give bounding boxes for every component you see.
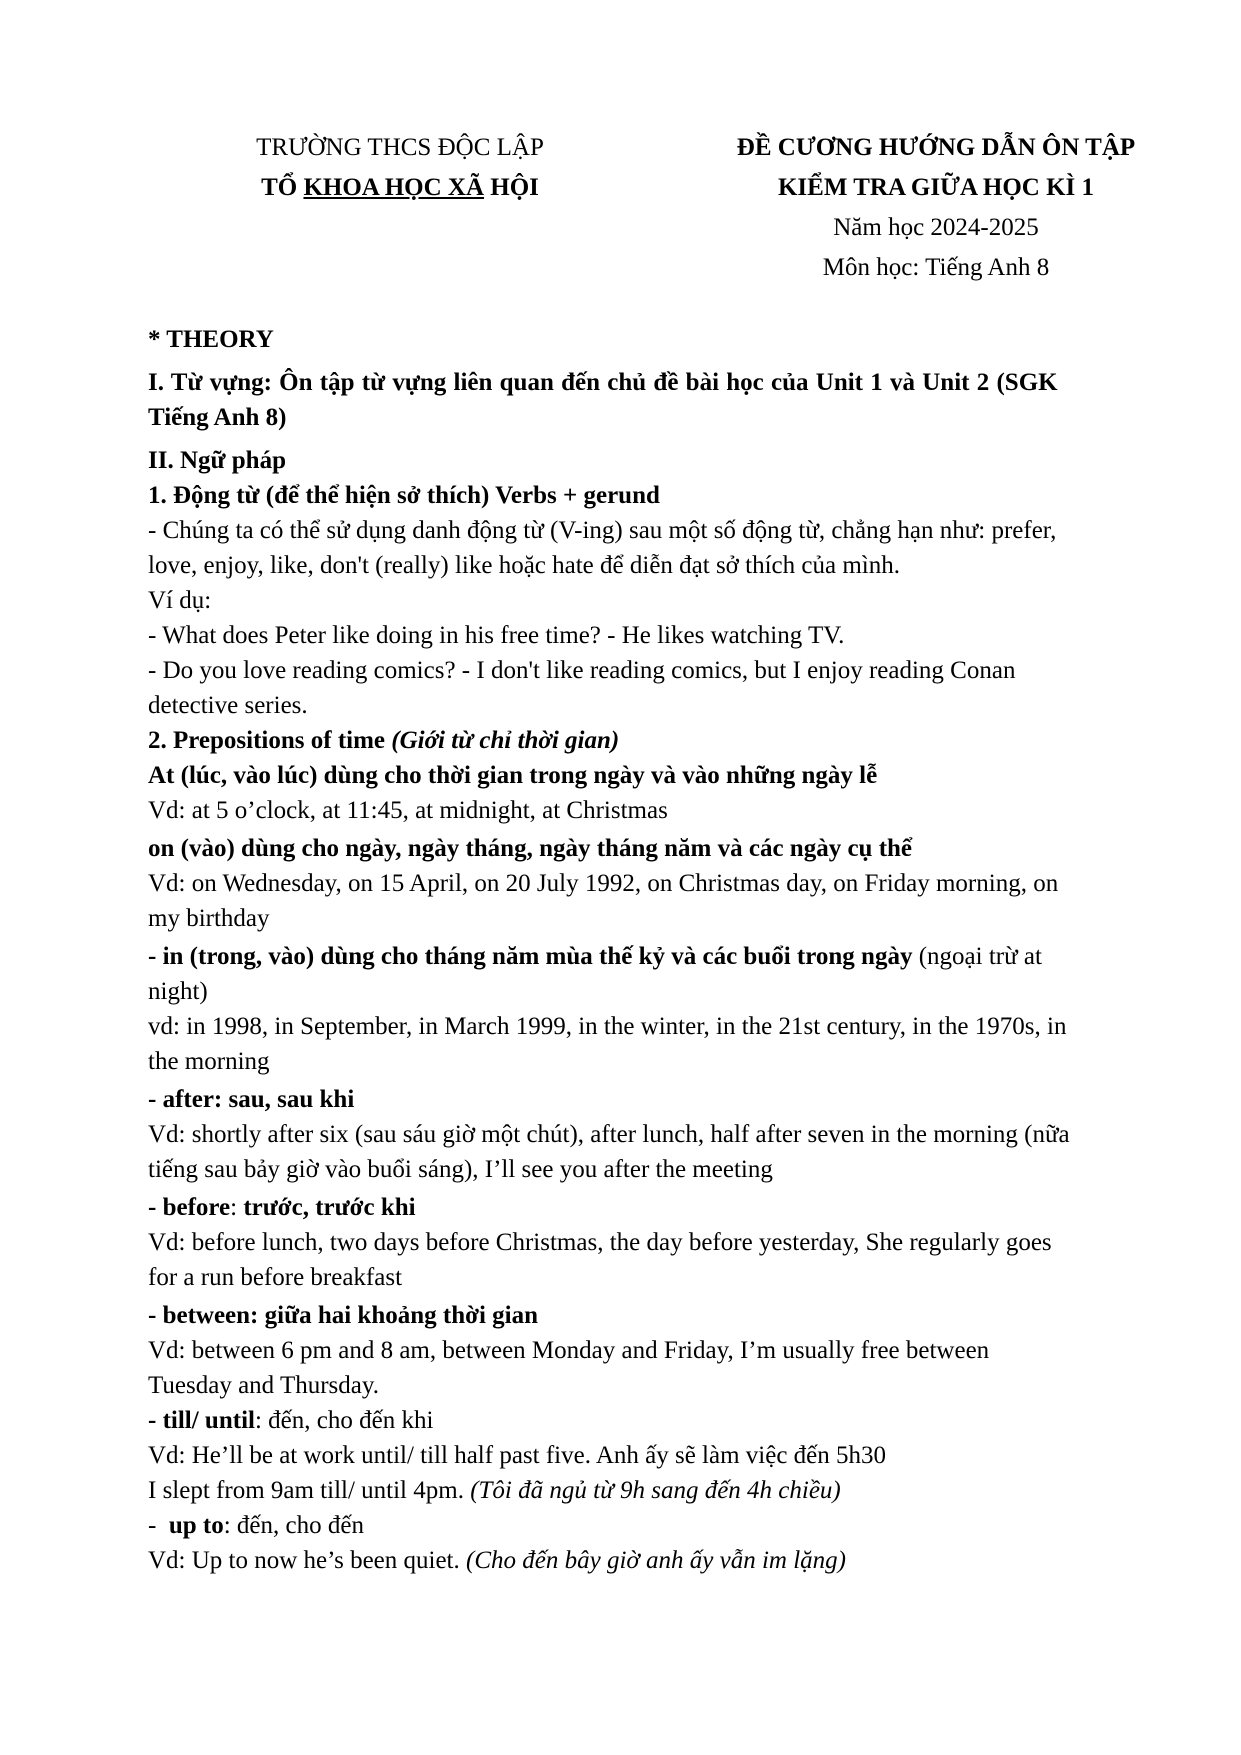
example-on-2: my birthday bbox=[148, 905, 270, 932]
rule-upto-bold: up to bbox=[168, 1512, 224, 1539]
example-at: Vd: at 5 o’clock, at 11:45, at midnight, at Christmas bbox=[148, 797, 668, 824]
rule-upto-dash: - bbox=[148, 1512, 169, 1539]
section-1-desc-1: - Chúng ta có thể sử dụng danh động từ (V-ing) sau một số động từ, chẳng hạn như: prefer, bbox=[148, 517, 1057, 544]
rule-before-colon: : bbox=[230, 1194, 244, 1221]
example-till-2-translation: (Tôi đã ngủ từ 9h sang đến 4h chiều) bbox=[470, 1477, 841, 1504]
rule-before bbox=[148, 1190, 1148, 1225]
example-before-2: for a run before breakfast bbox=[148, 1264, 403, 1291]
rule-at: At (lúc, vào lúc) dùng cho thời gian trong ngày và vào những ngày lễ bbox=[148, 762, 878, 789]
document-body bbox=[148, 322, 1148, 1578]
section-2-heading bbox=[148, 723, 1148, 758]
doc-title-1: ĐỀ CƯƠNG HƯỚNG DẪN ÔN TẬP bbox=[736, 134, 1136, 161]
header-left bbox=[230, 128, 570, 208]
rule-till bbox=[148, 1403, 1148, 1438]
vocab-line-2: Tiếng Anh 8) bbox=[148, 404, 287, 431]
rule-upto bbox=[148, 1508, 1148, 1543]
example-upto-text: Vd: Up to now he’s been quiet. bbox=[148, 1547, 467, 1574]
theory-heading: * THEORY bbox=[148, 326, 274, 353]
school-name: TRƯỜNG THCS ĐỘC LẬP bbox=[256, 134, 544, 161]
rule-on: on (vào) dùng cho ngày, ngày tháng, ngày tháng năm và các ngày cụ thể bbox=[148, 835, 913, 862]
rule-before-meaning: trước, trước khi bbox=[243, 1194, 416, 1221]
rule-in-plain: (ngoại trừ at bbox=[912, 943, 1042, 970]
section-1-desc-2: love, enjoy, like, don't (really) like hoặc hate để diễn đạt sở thích của mình. bbox=[148, 552, 900, 579]
example-till-2-text: I slept from 9am till/ until 4pm. bbox=[148, 1477, 471, 1504]
example-till-2 bbox=[148, 1473, 1148, 1508]
section-2-title: 2. Prepositions of time bbox=[148, 727, 392, 754]
example-1: - What does Peter like doing in his free time? - He likes watching TV. bbox=[148, 622, 845, 649]
example-in-2: the morning bbox=[148, 1048, 270, 1075]
grammar-heading: II. Ngữ pháp bbox=[148, 447, 286, 474]
school-year: Năm học 2024-2025 bbox=[833, 214, 1039, 241]
example-on-1: Vd: on Wednesday, on 15 April, on 20 July 1992, on Christmas day, on Friday morning, on bbox=[148, 870, 1059, 897]
example-between-1: Vd: between 6 pm and 8 am, between Monday and Friday, I’m usually free between bbox=[148, 1337, 990, 1364]
rule-in-2: night) bbox=[148, 978, 208, 1005]
dept-suffix: HỘI bbox=[484, 174, 539, 201]
section-2-subtitle: (Giới từ chỉ thời gian) bbox=[391, 727, 620, 754]
example-in-1: vd: in 1998, in September, in March 1999, in the winter, in the 21st century, in the 1970s, in bbox=[148, 1013, 1067, 1040]
dept-underlined: KHOA HỌC XÃ bbox=[303, 174, 485, 201]
dept-prefix: TỔ bbox=[261, 174, 304, 201]
example-after-2: tiếng sau bảy giờ vào buổi sáng), I’ll see you after the meeting bbox=[148, 1156, 773, 1183]
rule-till-bold: - till/ until bbox=[148, 1407, 255, 1434]
department-name bbox=[230, 168, 570, 208]
rule-after: - after: sau, sau khi bbox=[148, 1086, 355, 1113]
example-between-2: Tuesday and Thursday. bbox=[148, 1372, 380, 1399]
example-2b: detective series. bbox=[148, 692, 308, 719]
rule-in bbox=[148, 939, 1148, 974]
section-1-heading: 1. Động từ (để thể hiện sở thích) Verbs + gerund bbox=[148, 482, 660, 509]
example-2a: - Do you love reading comics? - I don't like reading comics, but I enjoy reading Conan bbox=[148, 657, 1016, 684]
example-upto-translation: (Cho đến bây giờ anh ấy vẫn im lặng) bbox=[466, 1547, 846, 1574]
header-right bbox=[656, 128, 1216, 288]
example-till-1: Vd: He’ll be at work until/ till half past five. Anh ấy sẽ làm việc đến 5h30 bbox=[148, 1442, 887, 1469]
vocab-line-1: I. Từ vựng: Ôn tập từ vựng liên quan đến chủ đề bài học của Unit 1 và Unit 2 (SGK bbox=[148, 369, 1058, 396]
rule-before-bold: - before bbox=[148, 1194, 231, 1221]
rule-upto-plain: : đến, cho đến bbox=[223, 1512, 364, 1539]
rule-till-plain: : đến, cho đến khi bbox=[254, 1407, 434, 1434]
rule-between: - between: giữa hai khoảng thời gian bbox=[148, 1302, 539, 1329]
example-upto bbox=[148, 1543, 1148, 1578]
doc-title-2: KIỂM TRA GIỮA HỌC KÌ 1 bbox=[777, 174, 1094, 201]
subject: Môn học: Tiếng Anh 8 bbox=[822, 254, 1050, 281]
example-before-1: Vd: before lunch, two days before Christmas, the day before yesterday, She regularly goes bbox=[148, 1229, 1052, 1256]
example-label: Ví dụ: bbox=[148, 587, 212, 614]
rule-in-bold: - in (trong, vào) dùng cho tháng năm mùa thế kỷ và các buổi trong ngày bbox=[148, 943, 913, 970]
example-after-1: Vd: shortly after six (sau sáu giờ một chút), after lunch, half after seven in the morning (nữa bbox=[148, 1121, 1070, 1148]
